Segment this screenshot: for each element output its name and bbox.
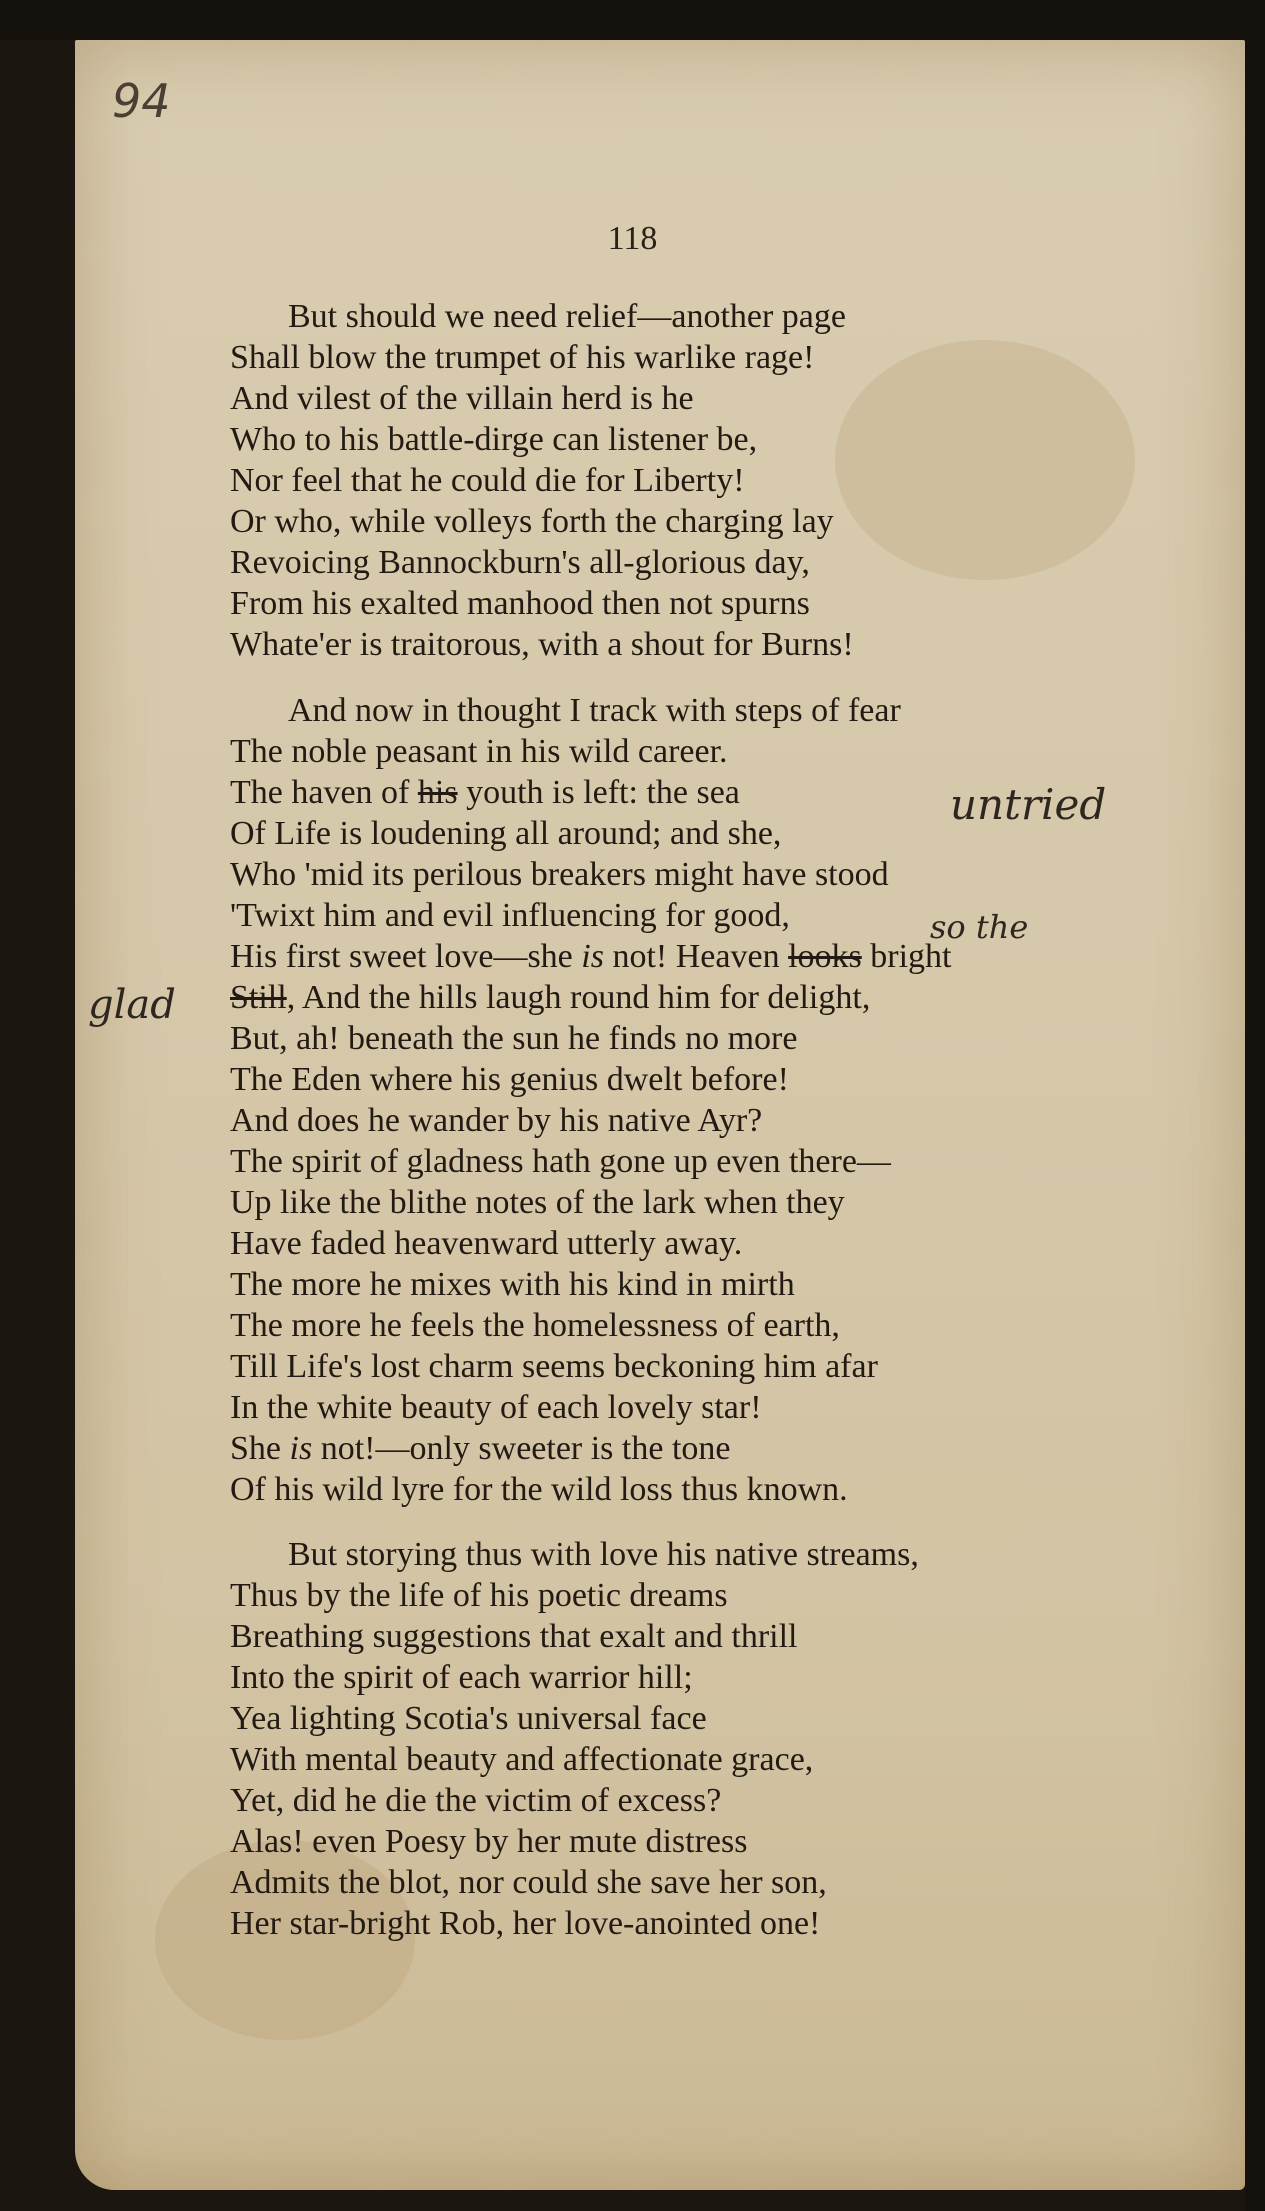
poem-line: Admits the blot, nor could she save her son,	[230, 1864, 827, 1901]
poem-line: Or who, while volleys forth the charging lay	[230, 503, 834, 540]
poem-line: The Eden where his genius dwelt before!	[230, 1061, 789, 1098]
paper-stain	[835, 340, 1135, 580]
poem-line: Revoicing Bannockburn's all-glorious day,	[230, 544, 810, 581]
poem-line: In the white beauty of each lovely star!	[230, 1389, 762, 1426]
poem-line: Of his wild lyre for the wild loss thus known.	[230, 1471, 848, 1508]
poem-line: The spirit of gladness hath gone up even there—	[230, 1143, 891, 1180]
poem-line: Who to his battle-dirge can listener be,	[230, 421, 758, 458]
struck-word: Still	[230, 979, 287, 1016]
scan-border-top	[0, 0, 1265, 40]
poem-line: Who 'mid its perilous breakers might have stood	[230, 856, 889, 893]
poem-line: Of Life is loudening all around; and she,	[230, 815, 782, 852]
page-number: 118	[607, 220, 658, 257]
handwritten-archive-number: 94	[112, 74, 171, 128]
poem-line: His first sweet love—she is not! Heaven looks bright	[230, 938, 952, 975]
stanza-2	[230, 690, 951, 1510]
poem-line: The haven of his youth is left: the sea	[230, 774, 740, 811]
poem-line: Thus by the life of his poetic dreams	[230, 1577, 728, 1614]
handwritten-note-untried: untried	[950, 780, 1107, 829]
poem-line: Into the spirit of each warrior hill;	[230, 1659, 693, 1696]
poem-line: And vilest of the villain herd is he	[230, 380, 694, 417]
handwritten-note-so-the: so the	[930, 908, 1029, 946]
poem-line: But storying thus with love his native streams,	[288, 1536, 919, 1573]
poem-line: And now in thought I track with steps of fear	[288, 692, 901, 729]
poem-line: Breathing suggestions that exalt and thrill	[230, 1618, 798, 1655]
struck-word: looks	[788, 938, 862, 975]
poem-line: The noble peasant in his wild career.	[230, 733, 728, 770]
poem-line: Whate'er is traitorous, with a shout for Burns!	[230, 626, 854, 663]
poem-line: Up like the blithe notes of the lark when they	[230, 1184, 845, 1221]
poem-line: From his exalted manhood then not spurns	[230, 585, 810, 622]
poem-line: The more he feels the homelessness of earth,	[230, 1307, 840, 1344]
poem-line: Yea lighting Scotia's universal face	[230, 1700, 707, 1737]
poem-line: The more he mixes with his kind in mirth	[230, 1266, 795, 1303]
poem-line: She is not!—only sweeter is the tone	[230, 1430, 731, 1467]
poem-line: Have faded heavenward utterly away.	[230, 1225, 743, 1262]
handwritten-note-glad: glad	[88, 982, 176, 1028]
stanza-1	[230, 296, 854, 665]
poem-line: Still, And the hills laugh round him for delight,	[230, 979, 871, 1016]
scan-border-right	[1245, 0, 1265, 2211]
poem-line: 'Twixt him and evil influencing for good,	[230, 897, 790, 934]
poem-line: But, ah! beneath the sun he finds no more	[230, 1020, 798, 1057]
poem-line: Till Life's lost charm seems beckoning him afar	[230, 1348, 878, 1385]
poem-line: Yet, did he die the victim of excess?	[230, 1782, 722, 1819]
poem-line: And does he wander by his native Ayr?	[230, 1102, 763, 1139]
poem-line: Her star-bright Rob, her love-anointed one!	[230, 1905, 821, 1942]
poem-line: Alas! even Poesy by her mute distress	[230, 1823, 748, 1860]
poem-line: But should we need relief—another page	[288, 298, 846, 335]
poem-line: Shall blow the trumpet of his warlike rage!	[230, 339, 815, 376]
poem-line: Nor feel that he could die for Liberty!	[230, 462, 745, 499]
stanza-3	[230, 1534, 919, 1944]
poem-line: With mental beauty and affectionate grace,	[230, 1741, 814, 1778]
struck-word: his	[417, 774, 458, 811]
